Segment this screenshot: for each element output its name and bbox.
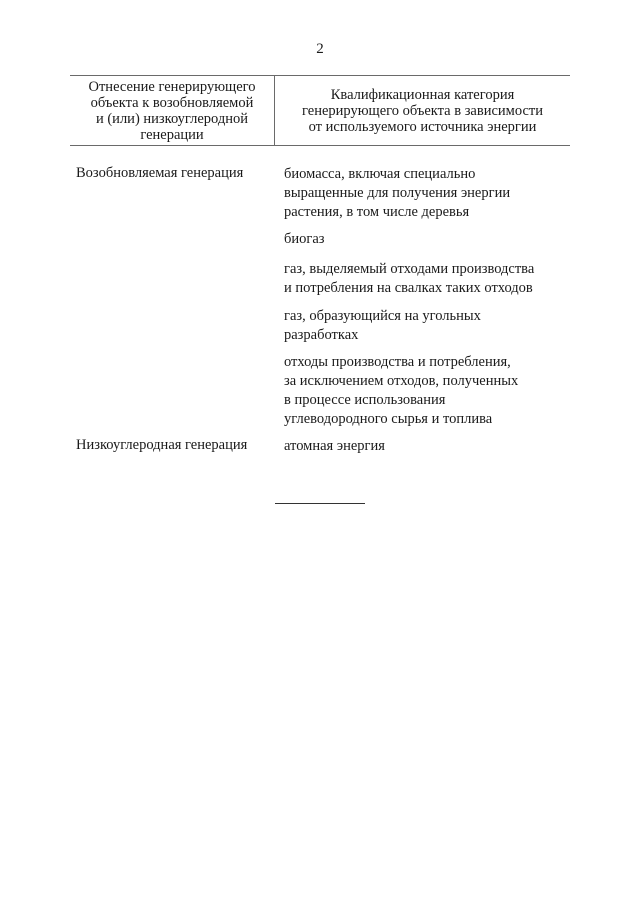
header-column-generation-type [70,76,275,145]
energy-source-item: отходы производства и потребления, за исключением отходов, полученных в процессе использования углеводородного сырья и топлива [284,354,519,427]
row-label-low-carbon: Низкоуглеродная генерация [76,437,248,453]
header-column-qualification-category-text: Квалификационная категория генерирующего объекта в зависимости от используемого источника энергии [302,86,543,135]
energy-source-item: газ, выделяемый отходами производства и потребления на свалках таких отходов [284,261,535,296]
header-column-qualification-category [275,76,570,145]
energy-source-item: биомасса, включая специально выращенные для получения энергии растения, в том числе деревья [284,166,511,220]
header-column-generation-type-text: Отнесение генерирующего объекта к возобновляемой и (или) низкоуглеродной генерации [88,78,256,143]
end-of-document-rule [275,503,365,504]
energy-source-item: газ, образующийся на угольных разработках [284,308,481,343]
row-label-renewable: Возобновляемая генерация [76,165,244,181]
energy-source-item: биогаз [284,231,325,247]
page-number: 2 [316,41,324,57]
table-header [70,75,570,146]
energy-source-item: атомная энергия [284,438,385,454]
